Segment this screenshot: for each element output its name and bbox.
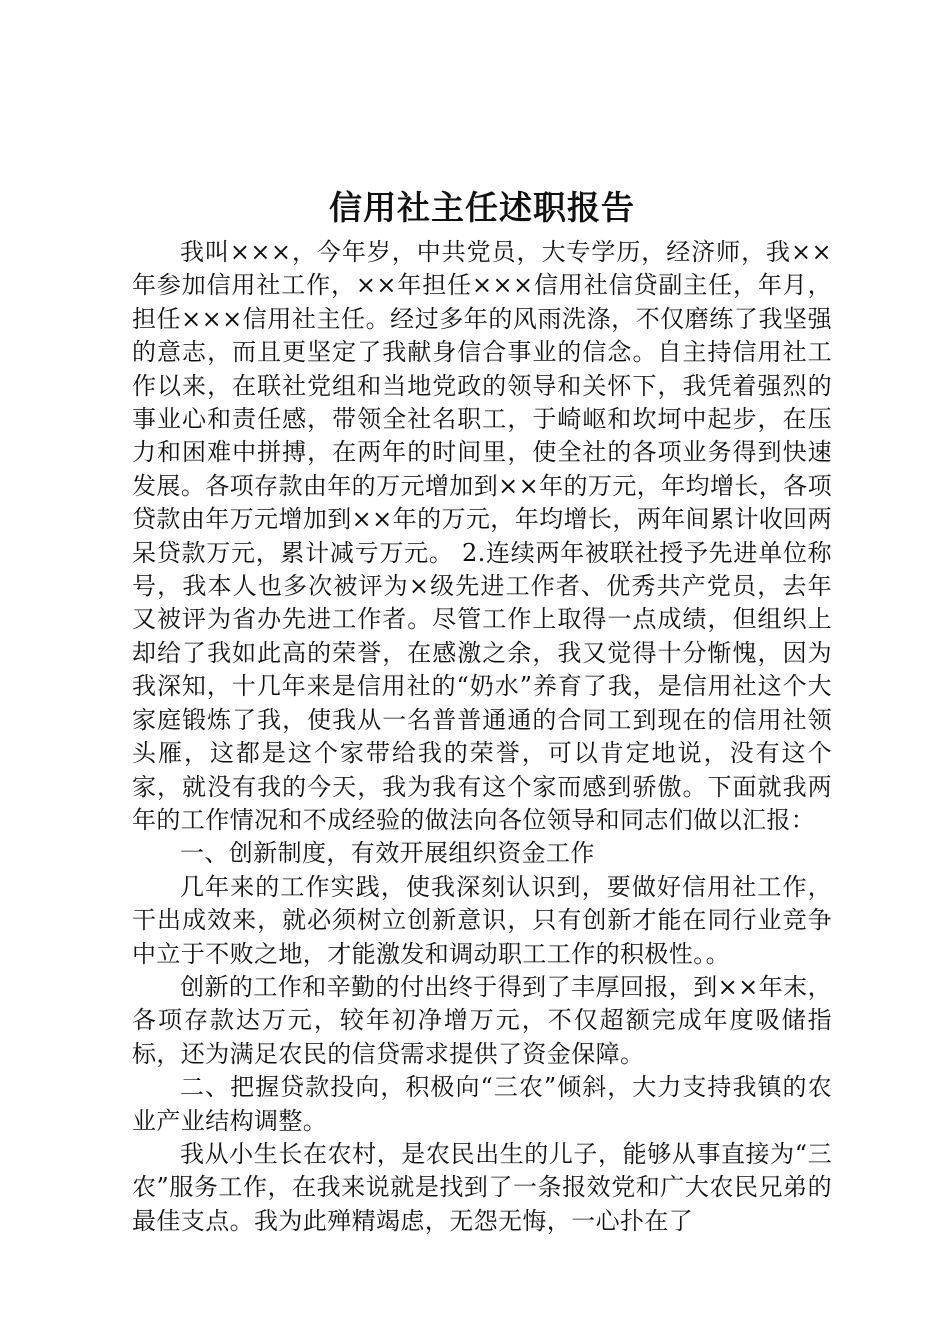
section-heading-1: 一、创新制度，有效开展组织资金工作 xyxy=(180,839,595,868)
paragraph-innovation: 几年来的工作实践，使我深刻认识到，要做好信用社工作，干出成效来，就必须树立创新意识，只有创新才能在同行业竞争中立于不败之地，才能激发和调动职工工作的积极性。。 xyxy=(132,872,832,968)
paragraph-rural-service: 我从小生长在农村，是农民出生的儿子，能够从事直接为“三农”服务工作，在我来说就是找到了一条报效党和广大农民兄弟的最佳支点。我为此殚精竭虑，无怨无悔，一心扑在了 xyxy=(132,1139,832,1235)
section-heading-2: 二、把握贷款投向，积极向“三农”倾斜，大力支持我镇的农业产业结构调整。 xyxy=(132,1073,832,1135)
document-title: 信用社主任述职报告 xyxy=(329,188,635,227)
document-page xyxy=(132,180,832,1238)
paragraph-results: 创新的工作和辛勤的付出终于得到了丰厚回报，到××年末，各项存款达万元，较年初净增万元，不仅超额完成年度吸储指标，还为满足农民的信贷需求提供了资金保障。 xyxy=(132,972,832,1068)
paragraph-intro: 我叫×××，今年岁，中共党员，大专学历，经济师，我××年参加信用社工作，××年担任×××信用社信贷副主任，年月，担任×××信用社主任。经过多年的风雨洗涤，不仅磨练了我坚强的意志，而且更坚定了我献身信合事业的信念。自主持信用社工作以来，在联社党组和当地党政的领导和关怀下，我凭着强烈的事业心和责任感，带领全社名职工，于崎岖和坎坷中起步，在压力和困难中拼搏，在两年的时间里，使全社的各项业务得到快速发展。各项存款由年的万元增加到××年的万元，年均增长，各项贷款由年万元增加到××年的万元，年均增长，两年间累计收回两呆贷款万元，累计减亏万元。 2.连续两年被联社授予先进单位称号，我本人也多次被评为×级先进工作者、优秀共产党员，去年又被评为省办先进工作者。尽管工作上取得一点成绩，但组织上却给了我如此高的荣誉，在感激之余，我又觉得十分惭愧，因为我深知，十几年来是信用社的“奶水”养育了我，是信用社这个大家庭锻炼了我，使我从一名普普通通的合同工到现在的信用社领头雁，这都是这个家带给我的荣誉，可以肯定地说，没有这个家，就没有我的今天，我为我有这个家而感到骄傲。下面就我两年的工作情况和不成经验的做法向各位领导和同志们做以汇报： xyxy=(132,238,832,834)
